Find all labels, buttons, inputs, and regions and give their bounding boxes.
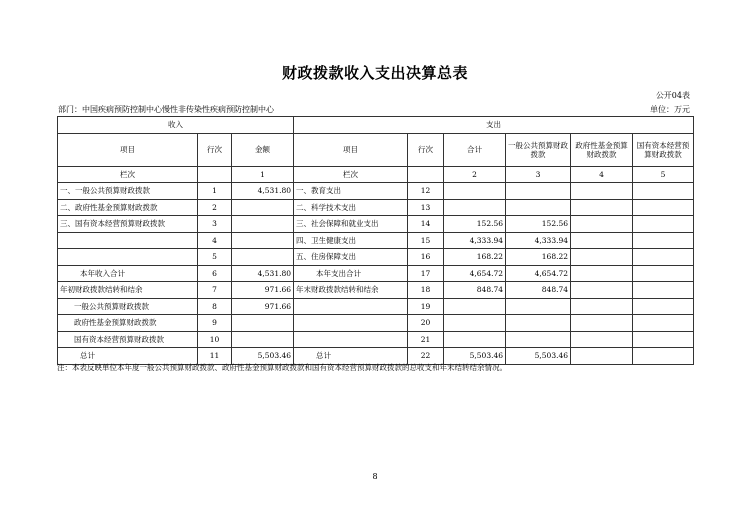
form-number: 公开04表 <box>655 91 690 100</box>
table-row: 5 五、住房保障支出 16 168.22 168.22 <box>58 249 694 266</box>
column-index-1: 1 <box>232 166 294 183</box>
unit-label: 单位：万元 <box>650 105 690 114</box>
income-item-header: 项目 <box>58 133 198 166</box>
header-row-2 <box>58 133 694 166</box>
table-row: 4 四、卫生健康支出 15 4,333.94 4,333.94 <box>58 232 694 249</box>
column-index-3: 3 <box>506 166 571 183</box>
expense-row-no-header: 行次 <box>408 133 444 166</box>
column-index-5: 5 <box>633 166 694 183</box>
table-note: 注：本表反映单位本年度一般公共预算财政拨款、政府性基金预算财政拨款和国有资本经营预算财政拨款的总收支和年末结转结余情况。 <box>57 363 507 372</box>
state-capital-header: 国有资本经营预算财政拨款 <box>633 133 694 166</box>
expense-header: 支出 <box>294 117 694 134</box>
column-index-label-2: 栏次 <box>294 166 408 183</box>
table-row: 一、一般公共预算财政拨款 1 4,531.80 一、教育支出 12 <box>58 183 694 200</box>
income-row-no-header: 行次 <box>198 133 232 166</box>
expense-item-header: 项目 <box>294 133 408 166</box>
table-row-total: 总计 11 5,503.46 总计 22 5,503.46 5,503.46 <box>58 348 694 365</box>
table-row: 国有资本经营预算财政拨款 10 21 <box>58 331 694 348</box>
budget-summary-table <box>57 116 694 365</box>
table-row: 二、政府性基金预算财政拨款 2 二、科学技术支出 13 <box>58 199 694 216</box>
page-title: 财政拨款收入支出决算总表 <box>281 64 468 82</box>
department-label: 部门：中国疾病预防控制中心慢性非传染性疾病预防控制中心 <box>58 105 274 114</box>
table-row: 一般公共预算财政拨款 8 971.66 19 <box>58 298 694 315</box>
column-index-row <box>58 166 694 183</box>
gov-fund-header: 政府性基金预算财政拨款 <box>571 133 633 166</box>
header-row-1 <box>58 117 694 134</box>
column-index-2: 2 <box>444 166 506 183</box>
table-row: 年初财政拨款结转和结余 7 971.66 年末财政拨款结转和结余 18 848.74 848.74 <box>58 282 694 299</box>
general-budget-header: 一般公共预算财政拨款 <box>506 133 571 166</box>
table-row: 三、国有资本经营预算财政拨款 3 三、社会保障和就业支出 14 152.56 152.56 <box>58 216 694 233</box>
page-number: 8 <box>372 472 378 481</box>
income-amount-header: 金额 <box>232 133 294 166</box>
column-index-4: 4 <box>571 166 633 183</box>
expense-total-header: 合计 <box>444 133 506 166</box>
table-row: 政府性基金预算财政拨款 9 20 <box>58 315 694 332</box>
income-header: 收入 <box>58 117 294 134</box>
table-row: 本年收入合计 6 4,531.80 本年支出合计 17 4,654.72 4,654.72 <box>58 265 694 282</box>
column-index-label: 栏次 <box>58 166 198 183</box>
